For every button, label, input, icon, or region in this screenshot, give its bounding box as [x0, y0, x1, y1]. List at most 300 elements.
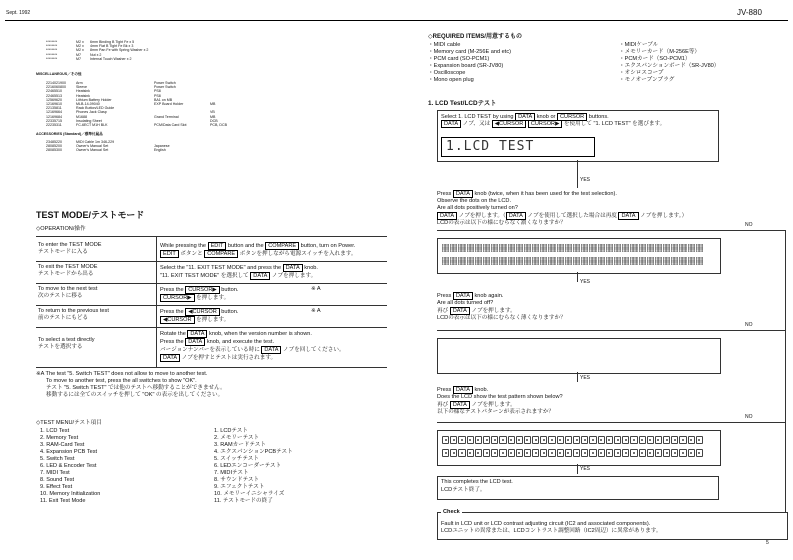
- part-desc: PS8: [154, 93, 161, 98]
- required-item: ・Oscilloscope: [428, 70, 466, 76]
- part-name: Owner's Manual Set: [76, 148, 109, 153]
- key-label: DATA: [437, 212, 457, 220]
- op-right: [160, 286, 385, 302]
- check-en: Fault in LCD unit or LCD contrast adjusting circuit (IC2 and associated components).: [441, 521, 651, 527]
- part-desc: Grand Terminal: [154, 114, 179, 119]
- key-label: EDIT: [160, 250, 179, 258]
- step-line: Press DATA knob (twice, when it has been used for the test selection).: [437, 191, 617, 197]
- lcd-cell-pattern: [663, 449, 670, 457]
- part-code: 23485220: [46, 140, 62, 144]
- part-code: 22465510: [46, 89, 62, 94]
- part-desc: Japanese: [154, 144, 170, 149]
- lcd-cell-on: [622, 244, 629, 252]
- key-label: DATA: [250, 272, 270, 280]
- lcd-row: [442, 436, 703, 444]
- lcd-cell-pattern: [442, 436, 449, 444]
- lcd-cell-pattern: [516, 449, 523, 457]
- menu-item: 4. エクスパンションPCBテスト: [214, 449, 293, 455]
- lcd-cell-pattern: [499, 449, 506, 457]
- lcd-cell-on: [491, 244, 498, 252]
- lcd-cell-pattern: [491, 449, 498, 457]
- lcd-cell-on: [598, 257, 605, 265]
- key-label: DATA: [453, 190, 473, 198]
- part-name: Sleeve: [76, 85, 87, 90]
- lcd-cell-on: [696, 257, 703, 265]
- lcd-cell-pattern: [614, 436, 621, 444]
- lcd-cell-on: [639, 244, 646, 252]
- step-line: Are all dots turned off?: [437, 300, 494, 306]
- op-left: [38, 242, 102, 256]
- op-note: ※ A: [311, 308, 321, 314]
- part-note: VB: [210, 110, 215, 115]
- header-rule: [5, 20, 788, 21]
- lcd-cell-on: [606, 244, 613, 252]
- op-line: EDIT ボタンと COMPARE ボタンを押しながら電源スイッチを入れます。: [160, 250, 385, 258]
- part-name: Lithium Battery Holder: [76, 97, 112, 102]
- yes-label-3: YES: [580, 375, 591, 381]
- lcd-cell-pattern: [647, 436, 654, 444]
- lcd-cell-pattern: [483, 449, 490, 457]
- part-code: ********: [46, 56, 58, 61]
- step-line: DATA ノブを押します。（ DATA ノブを使用して選択した場合は再度 DATA ノブを押します。）: [437, 212, 687, 220]
- lcd-cell-pattern: [671, 449, 678, 457]
- lcd-cell-pattern: [679, 436, 686, 444]
- op-left-ja: 前のテストにもどる: [38, 315, 89, 321]
- note-line: To move to another test, press the all switches to show "OK".: [46, 378, 197, 384]
- test-mode-title: TEST MODE/テストモード: [36, 210, 145, 220]
- lcd-cell-on: [647, 257, 654, 265]
- step-line: Are all dots positively turned on?: [437, 205, 518, 211]
- lcd-cell-pattern: [508, 436, 515, 444]
- lcd-cell-pattern: [548, 436, 555, 444]
- part-code: 2216060800: [46, 85, 66, 90]
- test-menu-title: ◇TEST MENU/テスト項目: [36, 420, 102, 426]
- lcd-display-text: 1.LCD TEST: [446, 139, 535, 154]
- part-desc: EXP Board Holder: [154, 102, 184, 107]
- menu-item: 8. Sound Test: [40, 477, 75, 483]
- lcd-cell-on: [589, 257, 596, 265]
- op-left-en: To return to the previous test: [38, 308, 109, 314]
- no-label-3: NO: [745, 414, 753, 420]
- part-size: M7: [76, 52, 81, 57]
- lcd-cell-on: [598, 244, 605, 252]
- step-line: LCDの表示は以下の様にむらなく薄くなりますか？: [437, 315, 566, 321]
- lcd-cell-on: [483, 244, 490, 252]
- op-col-divider: [156, 237, 157, 367]
- lcd-cell-pattern: [606, 449, 613, 457]
- lcd-cell-on: [639, 257, 646, 265]
- lcd-cell-pattern: [557, 436, 564, 444]
- lcd-cell-on: [565, 244, 572, 252]
- key-label: COMPARE: [265, 242, 299, 250]
- lcd-cell-pattern: [557, 449, 564, 457]
- check-ja: LCDユニットの異常または、LCDコントラスト調整回路（IC2周辺）に異常があります。: [441, 528, 662, 534]
- lcd-intro-en: Select 1. LCD TEST by using DATA knob or CURSOR buttons.: [441, 114, 609, 120]
- part-desc: 4mm Flat B Tight Fe Bk x 3: [90, 44, 134, 49]
- lcd-cell-pattern: [475, 436, 482, 444]
- check-box: [437, 509, 788, 540]
- op-row-divider: [36, 327, 387, 328]
- part-code: 22135811: [46, 106, 62, 111]
- lcd-all-on-box: [437, 238, 721, 274]
- op-note: ※ A: [311, 286, 321, 292]
- lcd-cell-pattern: [647, 449, 654, 457]
- key-label: DATA: [450, 307, 470, 315]
- part-name: Insulating Sheet: [76, 118, 102, 123]
- part-desc: Nut x 2: [90, 52, 102, 57]
- lcd-cell-on: [467, 244, 474, 252]
- key-label: EDIT: [208, 242, 227, 250]
- part-name: Heatsink: [76, 89, 90, 94]
- lcd-cell-pattern: [540, 449, 547, 457]
- step-line: 再び DATA ノブを押します。: [437, 308, 516, 314]
- lcd-cell-on: [688, 244, 695, 252]
- op-line: ◀CURSOR を押します。: [160, 316, 385, 324]
- menu-item: 3. RAMカードテスト: [214, 442, 266, 448]
- key-label: CURSOR▶: [528, 120, 563, 128]
- menu-item: 2. メモリーテスト: [214, 435, 260, 441]
- menu-item: 10. メモリーイニシャライズ: [214, 491, 285, 497]
- required-item: ・Expansion board (SR-JV80): [428, 63, 504, 69]
- menu-item: 4. Expansion PCB Test: [40, 449, 98, 455]
- misc-row: [46, 123, 227, 127]
- lcd-cell-pattern: [663, 436, 670, 444]
- lcd-cell-on: [548, 257, 555, 265]
- op-line: CURSOR▶ を押します。: [160, 294, 385, 302]
- op-right: [160, 330, 385, 362]
- required-item: ・オシロスコープ: [619, 70, 664, 76]
- part-name: Rack Button/LED Guide: [76, 106, 115, 111]
- part-note: MB: [210, 102, 216, 107]
- step-line: Does the LCD show the test pattern shown below?: [437, 394, 563, 400]
- lcd-cell-pattern: [639, 436, 646, 444]
- op-left: [38, 264, 97, 278]
- menu-item: 7. MIDI Test: [40, 470, 70, 476]
- lcd-cell-on: [557, 244, 564, 252]
- op-row-divider: [36, 283, 387, 284]
- lcd-cell-pattern: [598, 436, 605, 444]
- lcd-cell-pattern: [655, 449, 662, 457]
- part-code: 28085300: [46, 148, 62, 153]
- part-desc: PS8: [154, 89, 161, 94]
- step-line: Press DATA knob again.: [437, 293, 504, 299]
- test-menu-ja: [214, 428, 293, 505]
- part-desc: Power Switch: [154, 81, 176, 85]
- part-code: 12569620: [46, 97, 62, 102]
- part-code: ********: [46, 48, 58, 53]
- lcd-cell-on: [679, 257, 686, 265]
- misc-title: MISCELLANEOUS／その他: [36, 72, 82, 76]
- lcd-cell-on: [581, 244, 588, 252]
- part-desc: PCM/Data Card Slot: [154, 123, 187, 128]
- menu-item: 1. LCDテスト: [214, 428, 248, 434]
- key-label: DATA: [450, 401, 470, 409]
- lcd-cell-pattern: [622, 449, 629, 457]
- lcd-cell-on: [524, 257, 531, 265]
- yes-label-4: YES: [580, 466, 591, 472]
- part-code: 22235311: [46, 123, 62, 128]
- required-item: ・MIDIケーブル: [619, 42, 659, 48]
- lcd-cell-on: [557, 257, 564, 265]
- lcd-cell-on: [499, 257, 506, 265]
- op-left-en: To select a test directly: [38, 337, 95, 343]
- op-line: バージョンナンバーを表示している時に DATA ノブを回してください。: [160, 347, 345, 353]
- part-name: FC-6ECT M1H BLK: [76, 123, 108, 128]
- required-title: ◇REQUIRED ITEMS/用意するもの: [428, 34, 522, 40]
- lcd-cell-pattern: [606, 436, 613, 444]
- lcd-cell-pattern: [598, 449, 605, 457]
- key-label: CURSOR: [557, 113, 587, 121]
- part-note: MB: [210, 114, 216, 119]
- part-size: M7: [76, 56, 81, 61]
- op-line: Press the CURSOR▶ button.: [160, 287, 239, 293]
- lcd-cell-on: [516, 244, 523, 252]
- key-label: CURSOR▶: [160, 294, 195, 302]
- part-name: Arm: [76, 81, 83, 85]
- op-right: [160, 242, 385, 258]
- test-note: [36, 371, 226, 399]
- lcd-cell-on: [589, 244, 596, 252]
- step-line: Press DATA knob.: [437, 387, 489, 393]
- menu-item: 6. LEDエンコーダーテスト: [214, 463, 282, 469]
- part-name: MIDI Cable 1m 346-229: [76, 140, 115, 144]
- lcd-cell-on: [663, 257, 670, 265]
- key-label: DATA: [441, 120, 461, 128]
- lcd-cell-on: [540, 244, 547, 252]
- lcd-cell-on: [573, 257, 580, 265]
- lcd-cell-on: [442, 257, 449, 265]
- part-desc: BA1 on MB: [154, 97, 173, 102]
- key-label: DATA: [187, 330, 207, 338]
- lcd-cell-on: [630, 257, 637, 265]
- operation-title: ◇OPERATION/操作: [36, 226, 86, 232]
- lcd-cell-on: [508, 244, 515, 252]
- menu-item: 6. LED & Encoder Test: [40, 463, 97, 469]
- lcd-cell-on: [655, 257, 662, 265]
- part-size: M2 x: [76, 40, 84, 44]
- lcd-cell-pattern: [671, 436, 678, 444]
- lcd-cell-pattern: [589, 449, 596, 457]
- lcd-cell-on: [663, 244, 670, 252]
- key-label: CURSOR▶: [185, 286, 220, 294]
- op-line: DATA ノブを押すとテストは実行されます。: [160, 354, 385, 362]
- accessories-list: [46, 140, 170, 153]
- key-label: DATA: [185, 338, 205, 346]
- menu-item: 11. Exit Test Mode: [40, 498, 86, 504]
- lcd-cell-pattern: [573, 449, 580, 457]
- lcd-cell-on: [491, 257, 498, 265]
- lcd-cell-on: [475, 244, 482, 252]
- lcd-cell-on: [688, 257, 695, 265]
- menu-item: 11. テストモードの終了: [214, 498, 273, 504]
- menu-item: 7. MIDIテスト: [214, 470, 249, 476]
- lcd-cell-on: [458, 244, 465, 252]
- menu-item: 8. サウンドテスト: [214, 477, 260, 483]
- lcd-step2-text: [437, 292, 566, 322]
- part-name: Owner's Manual Set: [76, 144, 109, 149]
- part-code: ********: [46, 40, 58, 44]
- part-desc: Internal Touch Washer x 2: [90, 56, 132, 61]
- lcd-intro-ja: DATA ノブ、又は ◀CURSOR CURSOR▶ を使用して "1. LCD TEST" を選びます。: [441, 120, 665, 128]
- menu-item: 5. スイッチテスト: [214, 456, 259, 462]
- part-name: M1688: [76, 114, 87, 119]
- part-name: Phones Jack Clasp: [76, 110, 107, 115]
- required-item: ・PCMカード（SO-PCM1）: [619, 56, 691, 62]
- op-right: [160, 264, 385, 280]
- op-left-ja: テストモードに入る: [38, 249, 88, 255]
- op-left-ja: テストモードから出る: [38, 271, 94, 277]
- lcd-cell-pattern: [614, 449, 621, 457]
- lcd-cell-pattern: [565, 436, 572, 444]
- lcd-row: [442, 257, 703, 265]
- lcd-cell-on: [647, 244, 654, 252]
- required-item: ・モノオープンプラグ: [619, 77, 675, 83]
- test-menu-en: [40, 428, 100, 505]
- menu-item: 10. Memory Initialization: [40, 491, 101, 497]
- part-size: M2 x: [76, 44, 84, 49]
- no-label-2: NO: [745, 322, 753, 328]
- lcd-cell-pattern: [581, 436, 588, 444]
- screw-list: [46, 40, 148, 61]
- op-left-en: To exit the TEST MODE: [38, 264, 98, 270]
- key-label: DATA: [261, 346, 281, 354]
- lcd-cell-pattern: [467, 449, 474, 457]
- part-size: M2 x: [76, 48, 84, 53]
- op-line: Rotate the DATA knob, when the version number is shown.: [160, 331, 312, 337]
- part-desc: 6mm Binding B Tight Fe x 5: [90, 40, 135, 44]
- lcd-cell-pattern: [499, 436, 506, 444]
- lcd-cell-pattern: [532, 449, 539, 457]
- yes-label-1: YES: [580, 177, 591, 183]
- op-row-divider: [36, 261, 387, 262]
- part-name: MLB-14-09040: [76, 102, 100, 107]
- lcd-cell-on: [442, 244, 449, 252]
- check-title: Check: [443, 509, 460, 515]
- part-code: 2214021900: [46, 81, 66, 85]
- part-note: PCB, DCB: [210, 123, 227, 128]
- lcd-cell-pattern: [491, 436, 498, 444]
- part-code: 12169664: [46, 110, 62, 115]
- part-desc: 8mm Pan Fe with Spring Washer x 2: [90, 48, 149, 53]
- op-line: "11. EXIT TEST MODE" を選択して DATA ノブを押します。: [160, 273, 317, 279]
- key-label: COMPARE: [204, 250, 238, 258]
- required-list-en: [428, 42, 511, 84]
- lcd-cell-on: [671, 257, 678, 265]
- part-desc: Power Switch: [154, 85, 176, 90]
- part-code: 12169684: [46, 114, 62, 119]
- lcd-cell-pattern: [508, 449, 515, 457]
- lcd-cell-on: [467, 257, 474, 265]
- op-row-divider: [36, 305, 387, 306]
- step-line: 以下の様なテストパターンが表示されますか？: [437, 409, 555, 415]
- lcd-intro-box: [437, 110, 719, 162]
- key-label: DATA: [453, 386, 473, 394]
- note-line: ※A The test "5. Switch TEST" does not allow to move to another test.: [36, 371, 208, 377]
- menu-item: 3. RAM-Card Test: [40, 442, 85, 448]
- lcd-cell-pattern: [458, 449, 465, 457]
- lcd-cell-on: [573, 244, 580, 252]
- screw-row: [46, 57, 148, 61]
- lcd-cell-on: [475, 257, 482, 265]
- lcd-cell-on: [671, 244, 678, 252]
- required-item: ・PCM card (SO-PCM1): [428, 56, 490, 62]
- key-label: ◀CURSOR: [492, 120, 527, 128]
- lcd-complete-box: [437, 476, 719, 500]
- step-line: LCDの表示は以下の様にむらなく濃くなりますか？: [437, 220, 566, 226]
- lcd-cell-on: [540, 257, 547, 265]
- lcd-cell-on: [508, 257, 515, 265]
- lcd-all-off-box: [437, 338, 721, 374]
- yes-label-2: YES: [580, 279, 591, 285]
- note-line: テスト "5. Switch TEST" では他のテストへ移動することができません。: [46, 385, 226, 391]
- header-model: JV-880: [737, 8, 762, 17]
- menu-item: 9. エフェクトテスト: [214, 484, 265, 490]
- lcd-cell-on: [516, 257, 523, 265]
- lcd-cell-pattern: [524, 436, 531, 444]
- key-label: DATA: [618, 212, 638, 220]
- lcd-row: [442, 244, 703, 252]
- op-left: [38, 337, 95, 351]
- accessory-row: [46, 148, 170, 152]
- lcd-cell-pattern: [696, 449, 703, 457]
- lcd-cell-pattern: [475, 449, 482, 457]
- lcd-cell-on: [532, 244, 539, 252]
- key-label: ◀CURSOR: [185, 308, 220, 316]
- key-label: DATA: [515, 113, 535, 121]
- key-label: DATA: [160, 354, 180, 362]
- lcd-cell-on: [614, 257, 621, 265]
- lcd-cell-pattern: [442, 449, 449, 457]
- lcd-cell-pattern: [458, 436, 465, 444]
- required-item: ・メモリーカード（M-256E等）: [619, 49, 701, 55]
- lcd-cell-pattern: [589, 436, 596, 444]
- lcd-cell-pattern: [548, 449, 555, 457]
- lcd-cell-on: [581, 257, 588, 265]
- lcd-cell-on: [450, 244, 457, 252]
- part-name: Heatsink: [76, 93, 90, 98]
- lcd-step3-text: [437, 386, 563, 416]
- lcd-test-pattern-box: [437, 430, 721, 466]
- op-line: Select the "11. EXIT TEST MODE" and press the DATA knob.: [160, 265, 318, 271]
- op-left-en: To enter the TEST MODE: [38, 242, 102, 248]
- op-line: While pressing the EDIT button and the COMPARE button, turn on Power.: [160, 243, 356, 249]
- required-list-ja: [619, 42, 719, 84]
- lcd-cell-on: [532, 257, 539, 265]
- lcd-cell-pattern: [630, 436, 637, 444]
- lcd-cell-on: [524, 244, 531, 252]
- key-label: DATA: [453, 292, 473, 300]
- op-left-en: To move to the next test: [38, 286, 98, 292]
- menu-item: 9. Effect Test: [40, 484, 73, 490]
- misc-parts-list: [46, 81, 227, 127]
- part-note: DCB: [210, 118, 218, 123]
- required-item: ・エクスパンションボード（SR-JV80）: [619, 63, 720, 69]
- menu-item: 1. LCD Test: [40, 428, 70, 434]
- key-label: DATA: [506, 212, 526, 220]
- op-right: [160, 308, 385, 324]
- op-left: [38, 308, 109, 322]
- lcd-cell-pattern: [573, 436, 580, 444]
- lcd-cell-on: [655, 244, 662, 252]
- page-number: 5: [766, 540, 769, 546]
- lcd-cell-pattern: [639, 449, 646, 457]
- op-left-ja: テストを選択する: [38, 344, 83, 350]
- lcd-display: [441, 137, 595, 157]
- lcd-cell-pattern: [483, 436, 490, 444]
- menu-item: 5. Switch Test: [40, 456, 75, 462]
- key-label: ◀CURSOR: [160, 316, 195, 324]
- lcd-cell-pattern: [532, 436, 539, 444]
